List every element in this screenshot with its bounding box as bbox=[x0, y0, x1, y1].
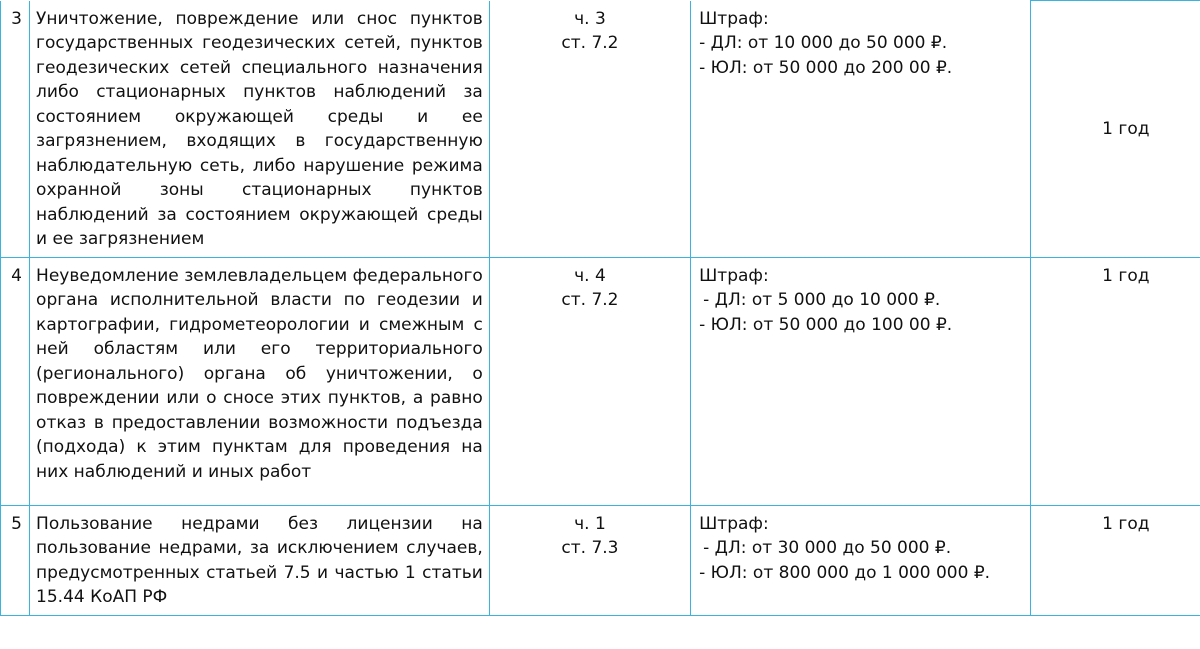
article-part: ч. 4 bbox=[574, 265, 606, 286]
violation-description: Уничтожение, повреждение или снос пунктов государственных геодезических сетей, пунктов геодезических сетей специального назначения либо стационарных пунктов наблюдений за состоянием окружающей среды и ее загрязнением, входящих в государственную наблюдательную сеть, либо нарушение режима охранной зоны стационарных пунктов наблюдений за состоянием окружающей среды и ее загрязнением bbox=[30, 1, 490, 258]
penalty-official: - ДЛ: от 30 000 до 50 000 ₽. bbox=[703, 538, 952, 558]
violation-description: Пользование недрами без лицензии на пользование недрами, за исключением случаев, предусмотренных статьей 7.5 и частью 1 статьи 15.44 КоАП РФ bbox=[30, 505, 490, 615]
article-number: ст. 7.2 bbox=[561, 33, 619, 53]
penalty-official: - ДЛ: от 5 000 до 10 000 ₽. bbox=[703, 290, 941, 310]
violation-description: Неуведомление землевладельцем федерального органа исполнительной власти по геодезии и картографии, гидрометеорологии и смежным с ней областям или его территориального (регионального) органа об уничтожении, о повреждении или о сносе этих пунктов, а равно отказ в предоставлении возможности подъезда (подхода) к этим пунктам для проведения на них наблюдений и иных работ bbox=[30, 257, 490, 505]
limitation-term: 1 год bbox=[1030, 505, 1200, 615]
limitation-term: 1 год bbox=[1030, 257, 1200, 505]
row-number: 4 bbox=[1, 257, 30, 505]
penalty-title: Штраф: bbox=[699, 513, 769, 534]
penalty-cell bbox=[691, 1, 1031, 258]
penalty-legal-entity: - ЮЛ: от 50 000 до 200 00 ₽. bbox=[699, 57, 953, 78]
penalty-legal-entity: - ЮЛ: от 50 000 до 100 00 ₽. bbox=[699, 314, 953, 335]
penalty-official: - ДЛ: от 10 000 до 50 000 ₽. bbox=[699, 33, 948, 53]
article-number: ст. 7.2 bbox=[561, 290, 619, 310]
row-number: 5 bbox=[1, 505, 30, 615]
penalty-cell bbox=[691, 257, 1031, 505]
table-row bbox=[1, 1, 1200, 258]
row-number: 3 bbox=[1, 1, 30, 258]
penalty-title: Штраф: bbox=[699, 265, 769, 286]
table-row bbox=[1, 257, 1200, 505]
article-number: ст. 7.3 bbox=[561, 538, 619, 558]
table-row bbox=[1, 505, 1200, 615]
article-reference bbox=[489, 505, 690, 615]
limitation-term: 1 год bbox=[1030, 1, 1200, 258]
article-part: ч. 1 bbox=[574, 513, 606, 534]
article-reference bbox=[489, 1, 690, 258]
penalty-cell bbox=[691, 505, 1031, 615]
penalty-title: Штраф: bbox=[699, 8, 769, 29]
penalty-legal-entity: - ЮЛ: от 800 000 до 1 000 000 ₽. bbox=[699, 562, 991, 583]
article-part: ч. 3 bbox=[574, 8, 606, 29]
article-reference bbox=[489, 257, 690, 505]
